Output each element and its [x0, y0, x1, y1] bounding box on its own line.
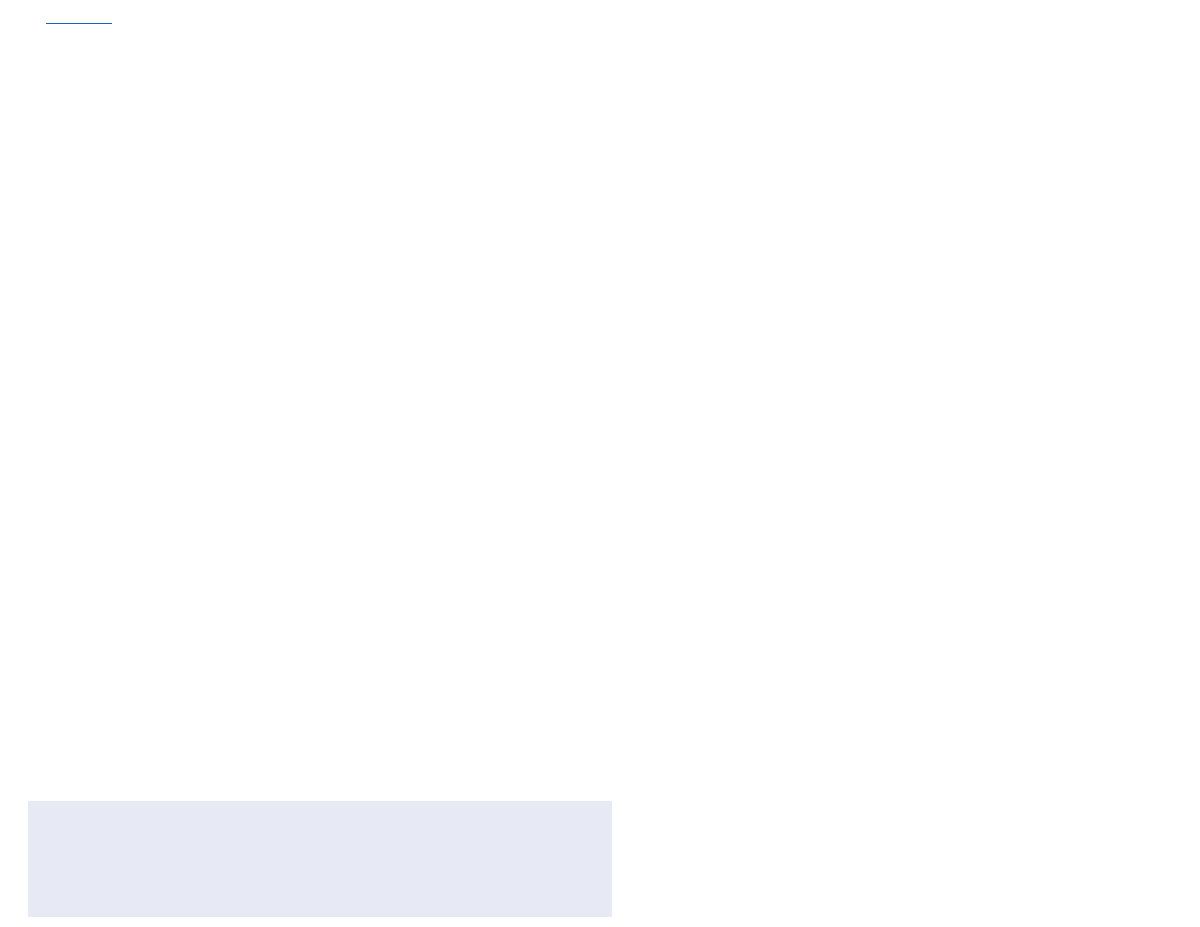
legend [28, 801, 612, 917]
mcps-logo [38, 22, 120, 24]
logo-maryland [46, 23, 112, 24]
calendar-grid [28, 89, 1174, 792]
